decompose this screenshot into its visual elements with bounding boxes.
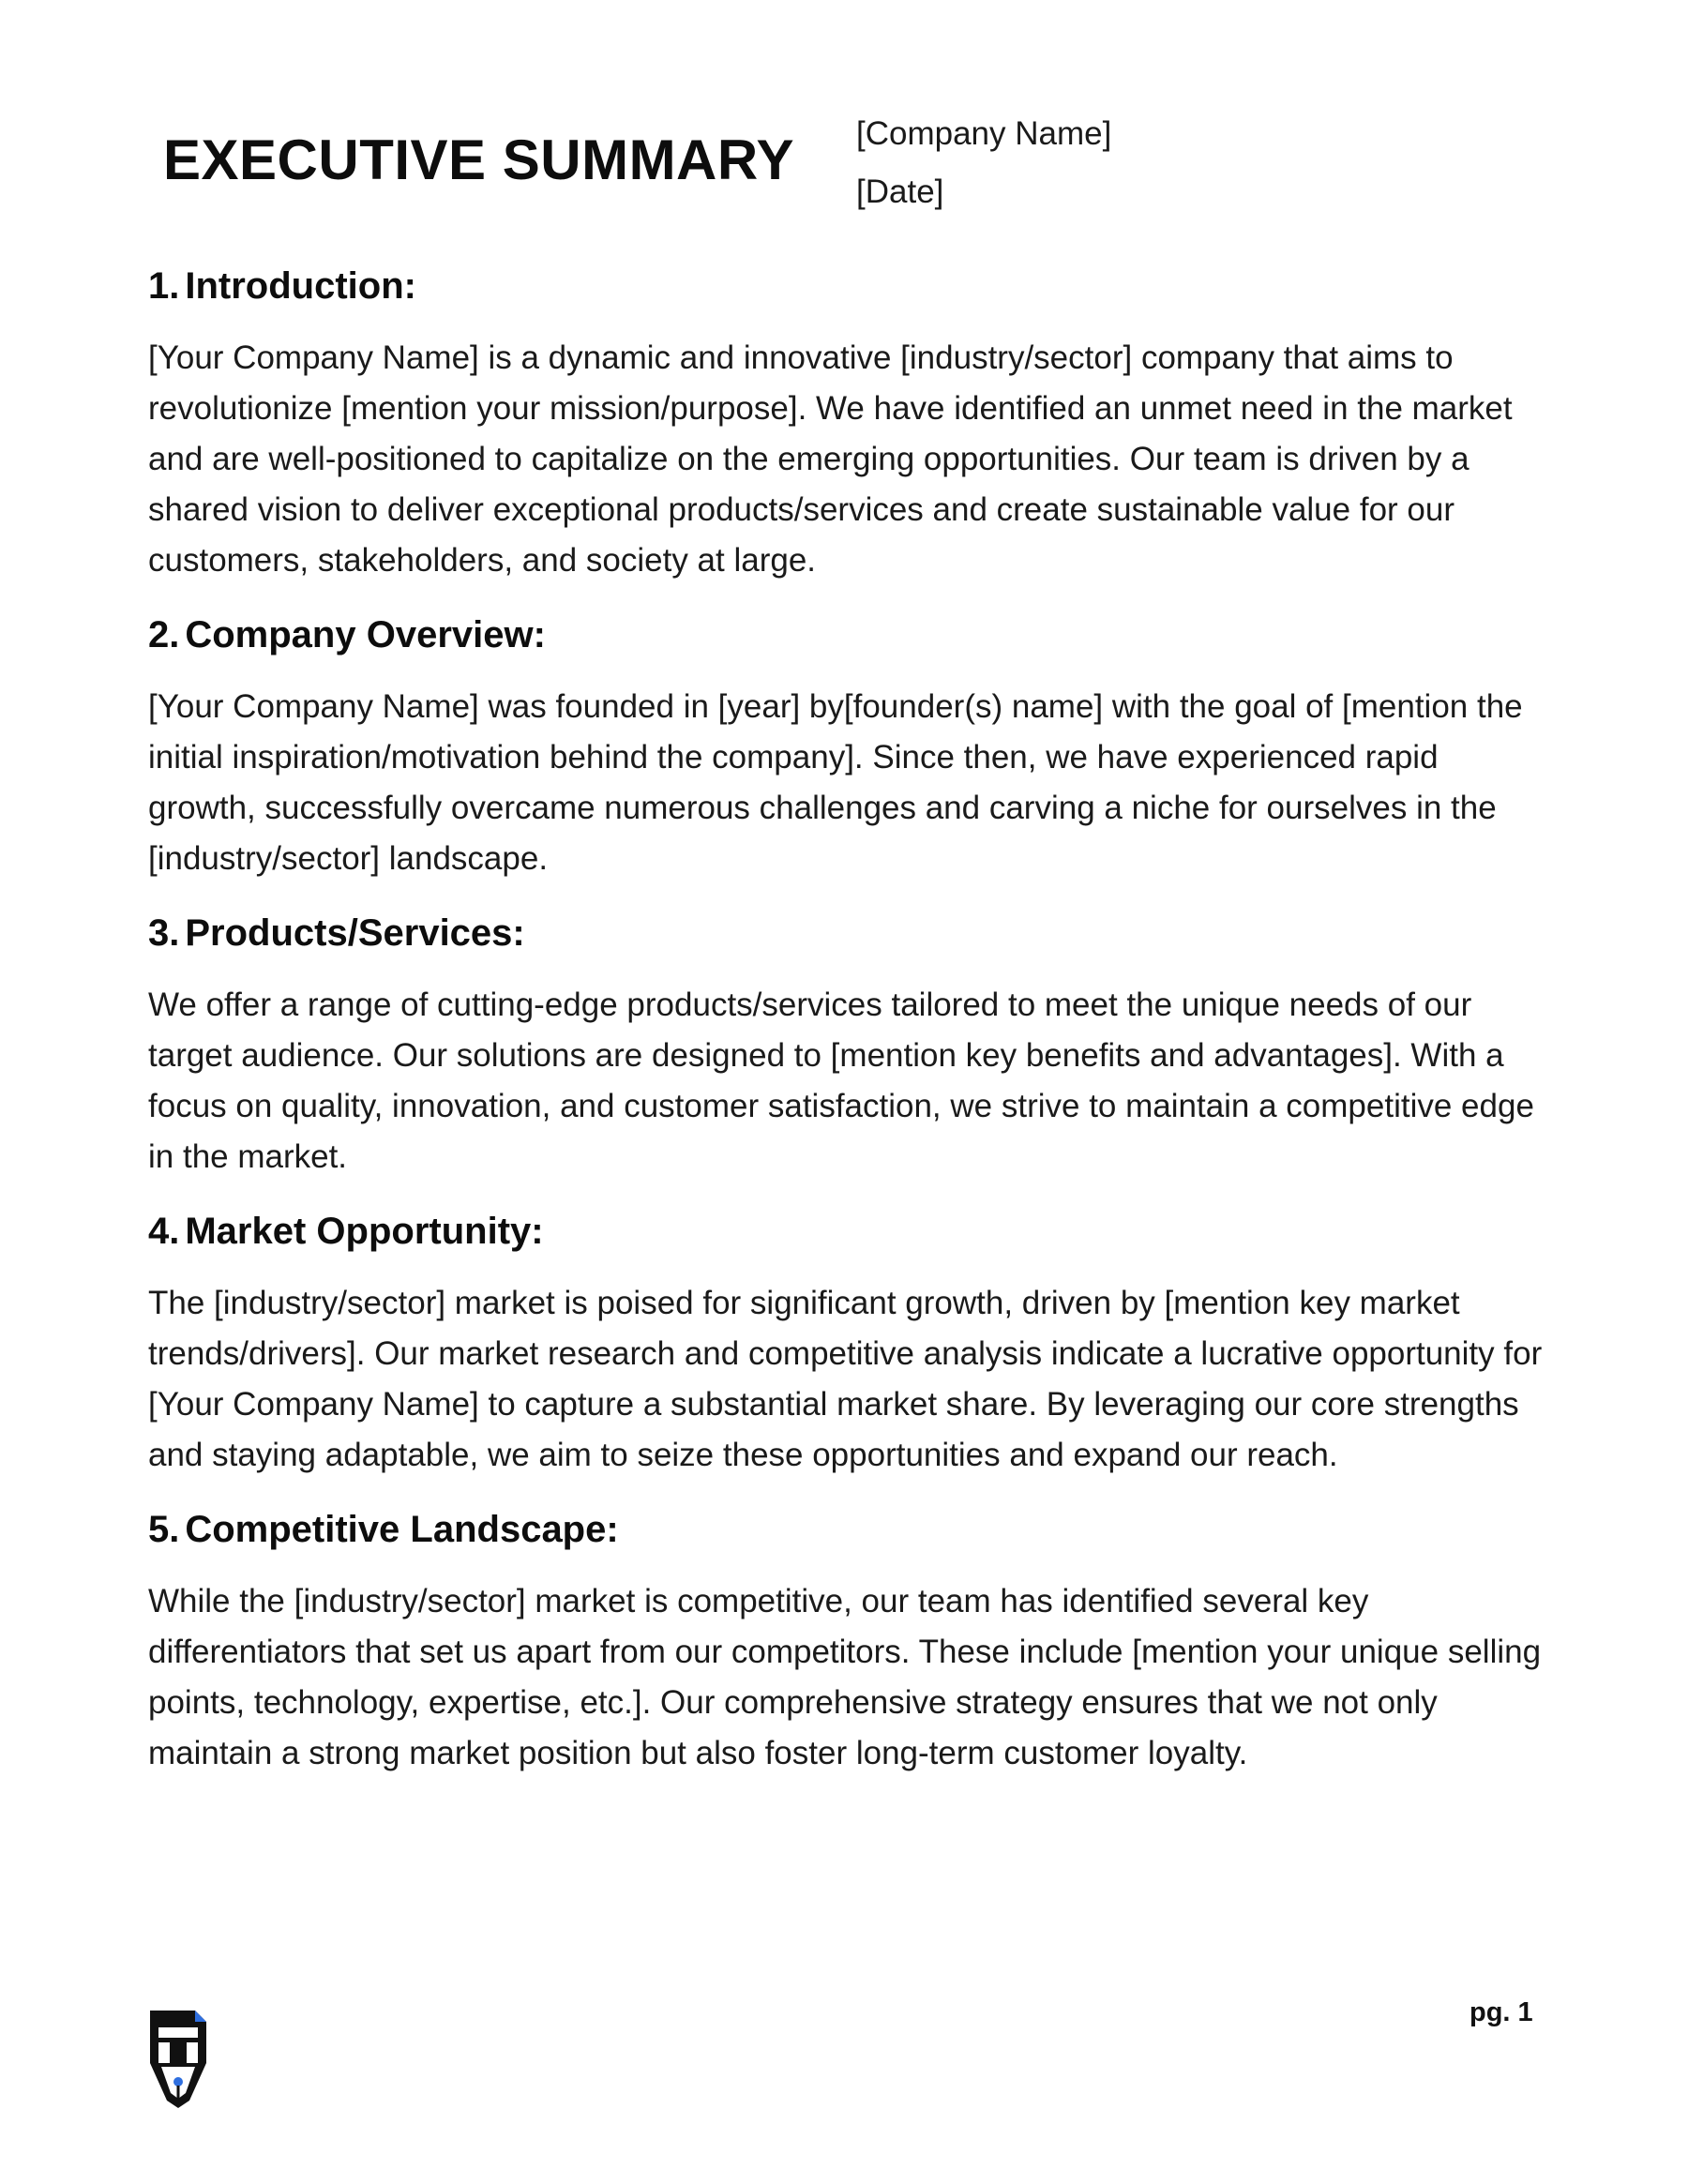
section-title: Introduction: bbox=[185, 265, 416, 307]
date-placeholder: [Date] bbox=[856, 173, 944, 210]
section-paragraph: The [industry/sector] market is poised for significant growth, driven by [mention key market trends/drivers]. Our market research and competitive analysis indicate a lucrative opportunity for [Your Company Name] to capture a substantial market share. By leveraging our core strengths and staying adaptable, we aim to seize these opportunities and expand our reach. bbox=[148, 1285, 1543, 1473]
section-number: 3. bbox=[148, 912, 180, 954]
section-paragraph: [Your Company Name] is a dynamic and innovative [industry/sector] company that aims to revolutionize [mention your mission/purpose]. We have identified an unmet need in the market and are well-positioned to capitalize on the emerging opportunities. Our team is driven by a shared vision to deliver exceptional products/services and create sustainable value for our customers, stakeholders, and society at large. bbox=[148, 339, 1513, 579]
section-competitive-landscape bbox=[148, 1495, 1545, 1779]
section-title: Competitive Landscape: bbox=[185, 1509, 619, 1550]
company-name-placeholder: [Company Name] bbox=[856, 115, 1112, 152]
section-heading bbox=[148, 898, 1545, 968]
section-title: Market Opportunity: bbox=[185, 1211, 544, 1252]
section-heading bbox=[148, 251, 1545, 321]
document-title: EXECUTIVE SUMMARY bbox=[163, 128, 795, 191]
section-introduction bbox=[148, 251, 1545, 586]
section-heading bbox=[148, 1495, 1545, 1564]
section-number: 2. bbox=[148, 614, 180, 655]
section-paragraph: We offer a range of cutting-edge products/services tailored to meet the unique needs of our target audience. Our solutions are designed to [mention key benefits and advantages]. With a focus on quality, innovation, and customer satisfaction, we strive to maintain a competitive edge in the market. bbox=[148, 987, 1534, 1175]
page-number: pg. 1 bbox=[1469, 1997, 1533, 2027]
section-number: 4. bbox=[148, 1211, 180, 1252]
section-title: Products/Services: bbox=[185, 912, 525, 954]
section-products-services bbox=[148, 898, 1545, 1182]
section-company-overview bbox=[148, 600, 1545, 884]
section-title: Company Overview: bbox=[185, 614, 546, 655]
section-heading bbox=[148, 600, 1545, 670]
document-body bbox=[148, 251, 1545, 1793]
header-meta bbox=[856, 105, 1111, 221]
section-paragraph: While the [industry/sector] market is competitive, our team has identified several key differentiators that set us apart from our competitors. These include [mention your unique selling points, technology, expertise, etc.]. Our comprehensive strategy ensures that we not only maintain a strong market position but also foster long-term customer loyalty. bbox=[148, 1583, 1542, 1771]
section-heading bbox=[148, 1197, 1545, 1266]
section-market-opportunity bbox=[148, 1197, 1545, 1481]
section-paragraph: [Your Company Name] was founded in [year] by[founder(s) name] with the goal of [mention the initial inspiration/motivation behind the company]. Since then, we have experienced rapid growth, successfully overcame numerous challenges and carving a niche for ourselves in the [industry/sector] landscape. bbox=[148, 688, 1523, 877]
section-number: 5. bbox=[148, 1509, 180, 1550]
pen-nib-logo-icon bbox=[148, 2007, 214, 2110]
section-number: 1. bbox=[148, 265, 180, 307]
